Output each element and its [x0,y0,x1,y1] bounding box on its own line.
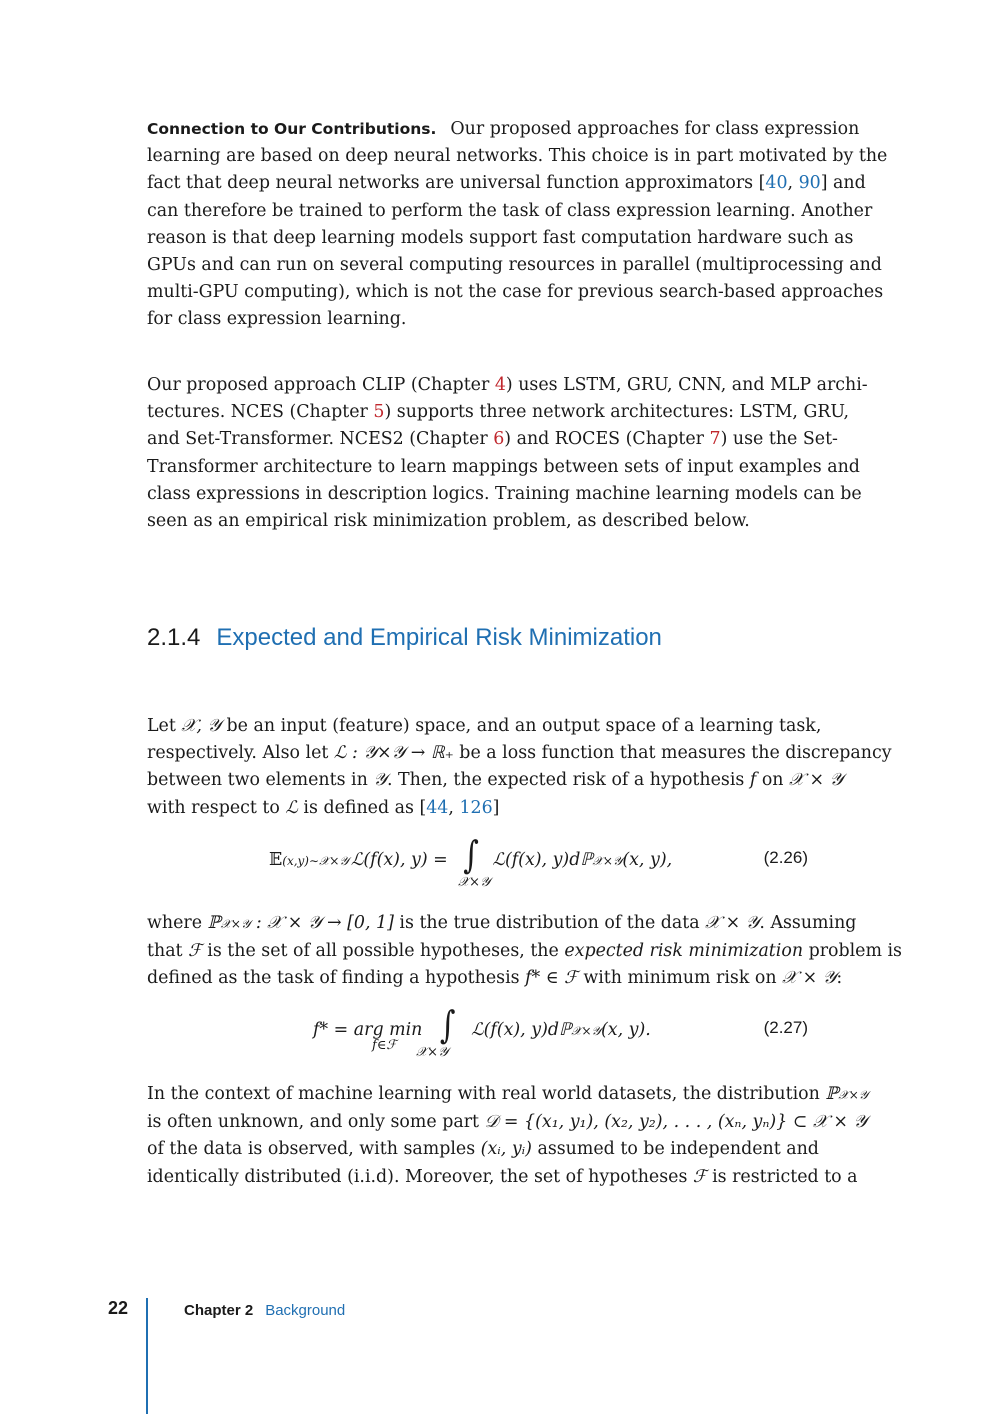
chapter-name-link[interactable]: Background [265,1302,346,1319]
math-inline: ℒ : 𝒴×𝒴 → ℝ₊ [333,743,454,764]
citation-link[interactable]: 44 [426,797,449,818]
math-inline: 𝒳, 𝒴 [181,716,222,736]
chapter-ref-link[interactable]: 7 [709,429,721,450]
paragraph-approaches: Our proposed approach CLIP (Chapter 4) uses LSTM, GRU, CNN, and MLP archi- tectures. NCES (Chapter 5) supports three network architectures: LSTM, GRU, and Set-Transformer. NCES2 (Chapter 6) and ROCES (Chapter 7) use the Set- Transformer architecture to learn mappings between sets of input examples and class expressions in description logics. Training machine learning models can be seen as an empirical risk minimization problem, as described below. [147,375,868,532]
runin-heading: Connection to Our Contributions. [147,120,437,138]
chapter-ref-link[interactable]: 5 [373,402,385,423]
integral-sign: ∫ [463,833,479,878]
chapter-ref-link[interactable]: 4 [494,375,506,395]
footer-divider [146,1298,148,1414]
citation-link[interactable]: 40 [765,173,788,194]
citation-link[interactable]: 90 [798,173,821,194]
paragraph-expected-risk: where ℙ𝒳×𝒴 : 𝒳 × 𝒴 → [0, 1] is the true distribution of the data 𝒳 × 𝒴. Assuming that ℱ is the set of all possible hypotheses, the expected risk minimization problem is defined as the task of finding a hypothesis f* ∈ ℱ with minimum risk on 𝒳 × 𝒴: [147,913,902,989]
chapter-label: Chapter 2 [184,1302,254,1319]
chapter-ref-link[interactable]: 6 [493,429,505,450]
section-heading [147,624,662,652]
page-number: 22 [108,1298,129,1318]
paragraph-connection: Connection to Our Contributions. Our proposed approaches for class expression learning are based on deep neural networks. This choice is in part motivated by the fact that deep neural networks are universal function approximators [40, 90] and can therefore be trained to perform the task of class expression learning. Another reason is that deep learning models support fast computation hardware such as GPUs and can run on several computing resources in parallel (multiprocessing and multi-GPU computing), which is not the case for previous search-based approaches for class expression learning. [147,119,888,330]
section-title: Expected and Empirical Risk Minimization [216,624,662,651]
citation-link[interactable]: 126 [459,797,493,818]
equation-2-27: f* = arg min ∫ ℒ(f(x), y)dℙ𝒳×𝒴(x, y). f∈ℱ 𝒳×𝒴 (2.27) [313,1003,808,1060]
section-number: 2.1.4 [147,624,201,651]
paragraph-definitions: Let 𝒳, 𝒴 be an input (feature) space, and an output space of a learning task, respectively. Also let ℒ : 𝒴×𝒴 → ℝ₊ be a loss function that measures the discrepancy between two elements in 𝒴. Then, the expected risk of a hypothesis f on 𝒳 × 𝒴 with respect to ℒ is defined as [44, 126] [147,716,892,818]
equation-number: (2.26) [763,848,808,867]
paragraph-empirical: In the context of machine learning with real world datasets, the distribution ℙ𝒳×𝒴 is often unknown, and only some part 𝒟 = {(x₁, y₁), (x₂, y₂), . . . , (xₙ, yₙ)} ⊂ 𝒳 × 𝒴 of the data is observed, with samples (xᵢ, yᵢ) assumed to be independent and identically distributed (i.i.d). Moreover, the set of hypotheses ℱ is restricted to a [147,1084,869,1187]
equation-2-26: 𝔼(x,y)∼𝒳×𝒴 ℒ(f(x), y) = ∫ ℒ(f(x), y)dℙ𝒳×𝒴(x, y), 𝒳×𝒴 (2.26) [269,833,808,890]
integral-sign: ∫ [439,1003,456,1048]
running-footer [184,1302,345,1319]
equation-number: (2.27) [763,1018,808,1037]
